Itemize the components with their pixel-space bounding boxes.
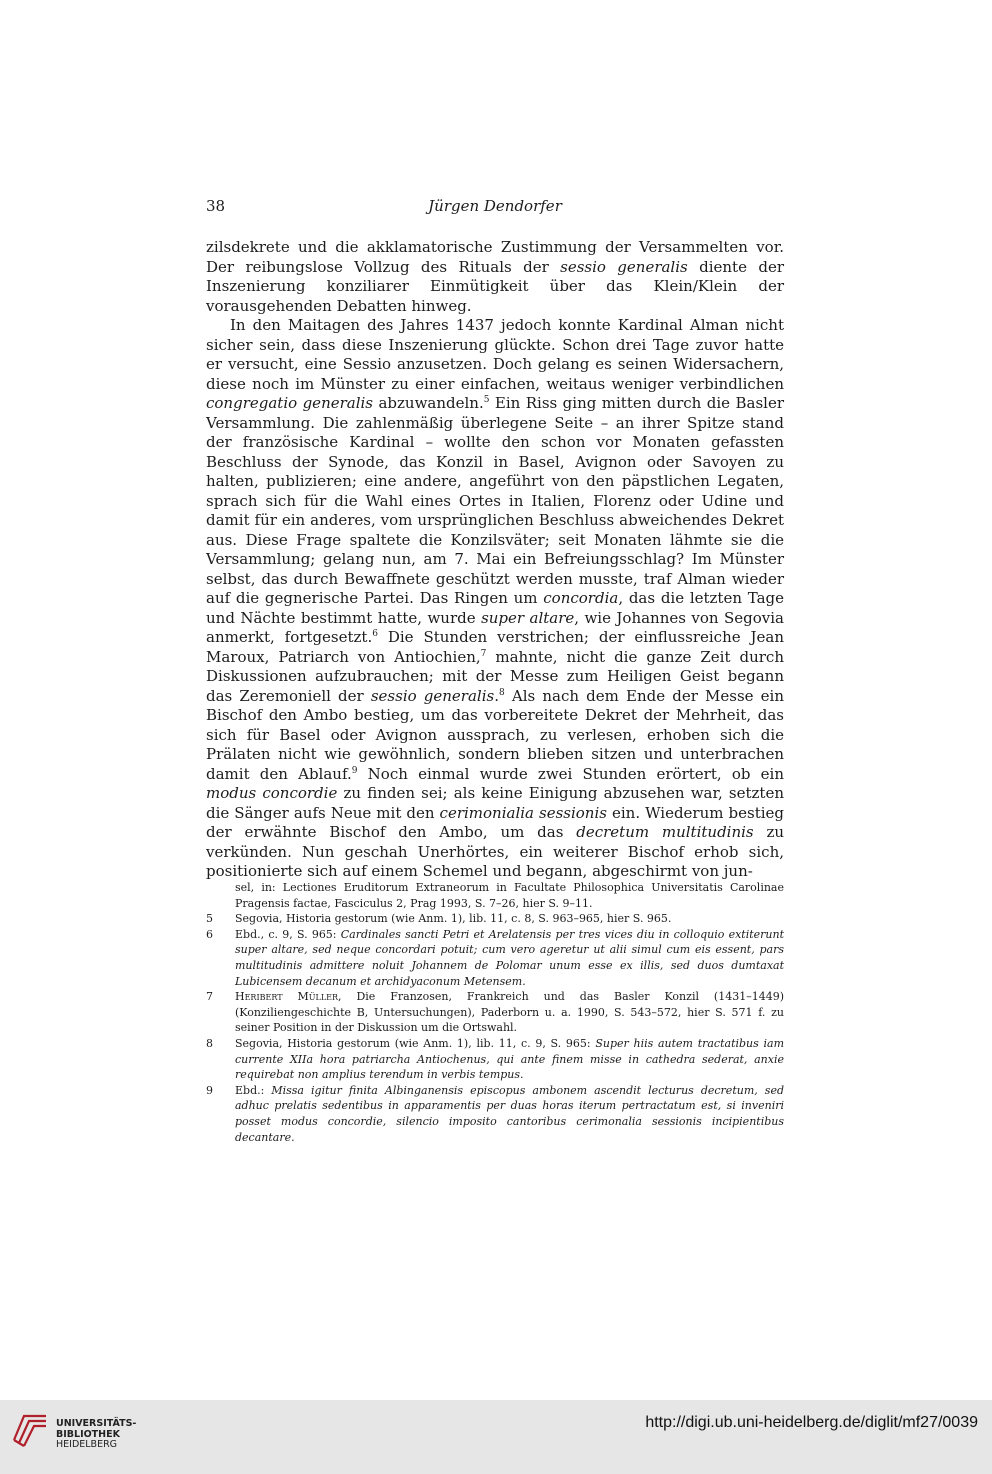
page-url[interactable]: http://digi.ub.uni-heidelberg.de/diglit/mf27/0039 bbox=[645, 1414, 978, 1431]
viewer-footer bbox=[0, 1400, 992, 1474]
footnote-9: 9 Ebd.: Missa igitur finita Albinganensis episcopus ambonem ascendit lecturus decretum, sed adhuc prelatis sedentibus in apparamentis per duas horas iterum pertractatum est, si inveniri posset modus concordie, silencio imposito cantoribus cerimonalia sessionis incipientibus decantare. bbox=[206, 1083, 784, 1144]
library-name: UNIVERSITÄTS- BIBLIOTHEK HEIDELBERG bbox=[56, 1418, 137, 1450]
paragraph-2: In den Maitagen des Jahres 1437 jedoch konnte Kardinal Alman nicht sicher sein, dass diese Inszenierung glückte. Schon drei Tage zuvor hatte er versucht, eine Sessio anzusetzen. Doch gelang es seinen Widersachern, diese noch im Münster zu einer einfachen, weitaus weniger verbindlichen congregatio generalis abzuwandeln.$^5$ Ein Riss ging mitten durch die Basler Versammlung. Die zahlenmäßig überlegene Seite – an ihrer Spitze stand der französische Kardinal – wollte den schon vor Monaten gefassten Beschluss der Synode, das Konzil in Basel, Avignon oder Savoyen zu halten, publizieren; eine andere, angeführt von den päpstlichen Legaten, sprach sich für die Wahl eines Ortes in Italien, Florenz oder Udine und damit für ein anderes, vom ursprünglichen Beschluss abweichendes Dekret aus. Diese Frage spaltete die Konzilsväter; seit Monaten lähmte sie die Versammlung; gelang nun, am 7. Mai ein Befreiungsschlag? Im Münster selbst, das durch Bewaffnete geschützt werden musste, traf Alman wieder auf die gegnerische Partei. Das Ringen um concordia, das die letzten Tage und Nächte bestimmt hatte, wurde super altare, wie Johannes von Segovia anmerkt, fortgesetzt.$^6$ Die Stunden verstrichen; der einflussreiche Jean Maroux, Patriarch von Antiochien,$^7$ mahnte, nicht die ganze Zeit durch Diskussionen aufzubrauchen; mit der Messe zum Heiligen Geist begann das Zeremoniell der sessio generalis.$^8$ Als nach dem Ende der Messe ein Bischof den Ambo bestieg, um das vorbereitete Dekret der Mehrheit, das sich für Basel oder Avignon aussprach, zu verlesen, erhoben sich die Prälaten nicht wie gewöhnlich, sondern blieben sitzen und unterbrachen damit den Ablauf.$^9$ Noch einmal wurde zwei Stunden erörtert, ob ein modus concordie zu finden sei; als keine Einigung abzusehen war, setzten die Sänger aufs Neue mit den cerimonialia sessionis ein. Wiederum bestieg der erwähnte Bischof den Ambo, um das decretum multitudinis zu verkünden. Nun geschah Unerhörtes, ein weiterer Bischof erhob sich, positionierte sich auf einem Schemel und begann, abgeschirmt von jun- bbox=[206, 316, 785, 880]
footnote-continuation: sel, in: Lectiones Eruditorum Extraneorum in Facultate Philosophica Universitatis Carolinae Pragensis factae, Fasciculus 2, Prag 1993, S. 7–26, hier S. 9–11. bbox=[235, 881, 784, 910]
footnote-6: 6 Ebd., c. 9, S. 965: Cardinales sancti Petri et Arelatensis per tres vices diu in colloquio extiterunt super altare, sed neque concordari potuit; cum vero ageretur ut alii simul cum eis essent, pars multitudinis admittere noluit Johannem de Polomar unum esse ex illis, sed duos dumtaxat Lubicensem decanum et archidyaconum Metensem. bbox=[206, 927, 784, 988]
footnote-7: 7 Heribert Müller, Die Franzosen, Frankreich und das Basler Konzil (1431–1449) (Konziliengeschichte B, Untersuchungen), Paderborn u. a. 1990, S. 543–572, hier S. 571 f. zu seiner Position in der Diskussion um die Ortswahl. bbox=[206, 990, 785, 1035]
main-text bbox=[206, 238, 784, 882]
page-number: 38 bbox=[206, 197, 226, 215]
footnote-5: 5 Segovia, Historia gestorum (wie Anm. 1), lib. 11, c. 8, S. 963–965, hier S. 965. bbox=[206, 912, 672, 926]
page-header bbox=[206, 197, 784, 221]
footnotes bbox=[206, 880, 784, 1145]
footnote-ref-8[interactable]: 8 bbox=[499, 687, 505, 698]
library-logo-icon[interactable] bbox=[10, 1410, 50, 1450]
footnote-ref-9[interactable]: 9 bbox=[351, 765, 358, 776]
footnote-8: 8 Segovia, Historia gestorum (wie Anm. 1), lib. 11, c. 9, S. 965: Super hiis autem tractatibus iam currente XIIa hora patriarcha Antiochenus, qui ante finem misse in cathedra sederat, anxie requirebat non amplius terendum in verbis tempus. bbox=[206, 1036, 784, 1082]
footnote-ref-5[interactable]: 5 bbox=[483, 395, 490, 405]
running-head: Jürgen Dendorfer bbox=[428, 197, 562, 215]
footnote-ref-6[interactable]: 6 bbox=[372, 629, 378, 639]
paragraph-1: zilsdekrete und die akklamatorische Zustimmung der Versammelten vor. Der reibungslose Vollzug des Rituals der sessio generalis diente der Inszenierung konziliarer Einmütigkeit über das Klein/Klein der vorausgehenden Debatten hinweg. bbox=[206, 238, 784, 315]
footnote-ref-7[interactable]: 7 bbox=[480, 648, 487, 659]
